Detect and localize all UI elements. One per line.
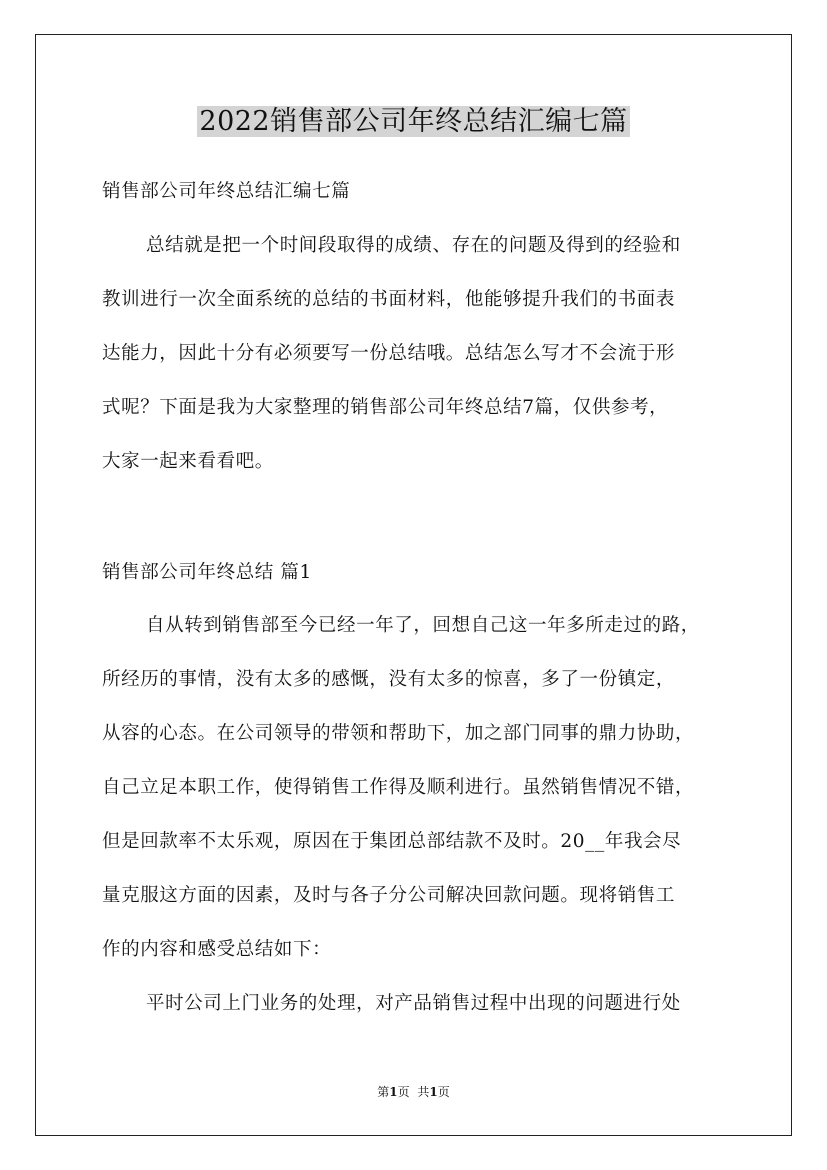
paragraph-line: 自从转到销售部至今已经一年了，回想自己这一年多所走过的路， [146, 615, 700, 636]
intro-line: 式呢？下面是我为大家整理的销售部公司年终总结7篇，仅供参考， [102, 397, 669, 418]
document-title-text: 2022销售部公司年终总结汇编七篇 [199, 106, 628, 137]
section-heading: 销售部公司年终总结 篇1 [102, 562, 312, 583]
footer-page-suffix: 页 [397, 1085, 410, 1099]
section1-paragraph-1 [102, 599, 742, 977]
paragraph-line: 平时公司上门业务的处理，对产品销售过程中出现的问题进行处 [146, 993, 681, 1014]
paragraph-line: 作的内容和感受总结如下： [102, 939, 332, 960]
section1-heading-block [102, 546, 742, 600]
intro-line: 大家一起来看看吧。 [102, 451, 274, 472]
footer-total-number: 1 [429, 1085, 438, 1099]
intro-line: 总结就是把一个时间段取得的成绩、存在的问题及得到的经验和 [146, 235, 681, 256]
page-footer [0, 1083, 827, 1100]
section1-paragraph-2 [102, 977, 742, 1031]
document-subtitle-block [102, 165, 742, 219]
paragraph-line: 所经历的事情，没有太多的感慨，没有太多的惊喜，多了一份镇定， [102, 669, 676, 690]
intro-paragraph [102, 219, 742, 489]
footer-page-number: 1 [389, 1085, 398, 1099]
intro-line: 教训进行一次全面系统的总结的书面材料，他能够提升我们的书面表 [102, 289, 676, 310]
footer-total-suffix: 页 [437, 1085, 450, 1099]
footer-total-prefix: 共 [417, 1085, 430, 1099]
paragraph-line: 从容的心态。在公司领导的带领和帮助下，加之部门同事的鼎力协助， [102, 723, 695, 744]
paragraph-line: 自己立足本职工作，使得销售工作得及顺利进行。虽然销售情况不错， [102, 777, 695, 798]
document-subtitle: 销售部公司年终总结汇编七篇 [102, 181, 351, 202]
intro-line: 达能力，因此十分有必须要写一份总结哦。总结怎么写才不会流于形 [102, 343, 676, 364]
document-title [0, 102, 827, 142]
paragraph-line: 但是回款率不太乐观，原因在于集团总部结款不及时。20__年我会尽 [102, 831, 682, 852]
footer-page-prefix: 第 [377, 1085, 390, 1099]
paragraph-line: 量克服这方面的因素，及时与各子分公司解决回款问题。现将销售工 [102, 885, 676, 906]
